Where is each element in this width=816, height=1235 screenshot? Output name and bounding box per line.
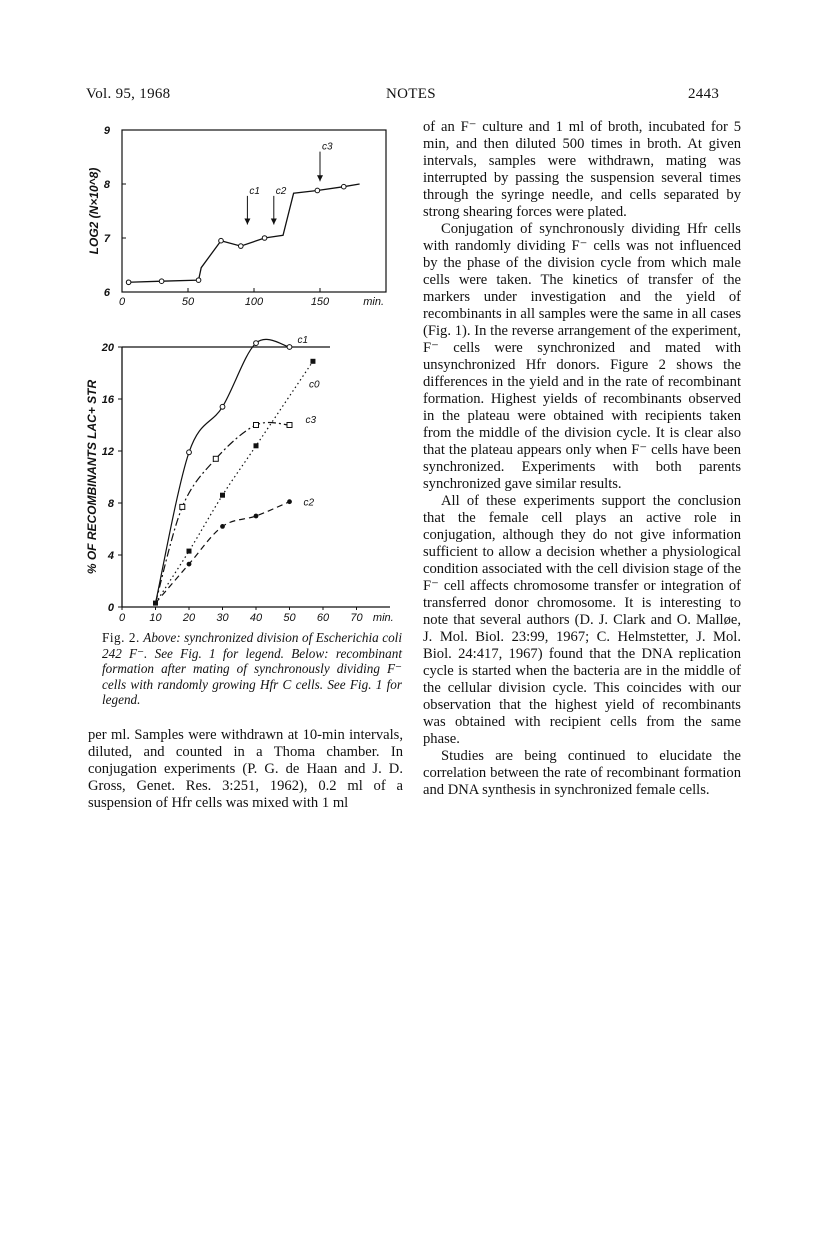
data-point: [254, 341, 259, 346]
y-tick-label: 4: [107, 550, 114, 562]
x-tick-label: 60: [316, 612, 330, 624]
data-point: [159, 279, 164, 284]
caption-label: Fig. 2.: [102, 630, 140, 645]
data-point: [287, 423, 292, 428]
paragraph: of an F⁻ culture and 1 ml of broth, incubated for 5 min, and then diluted 500 times in broth. At given intervals, samples were withdrawn, mating was interrupted by passing the suspension several times through the syringe needle, and cells separated by strong shearing forces were plated.: [423, 119, 741, 220]
paragraph: Studies are being continued to elucidate the correlation between the rate of recombinant formation and DNA synthesis in synchronized female cells.: [423, 748, 741, 798]
data-point: [220, 404, 225, 409]
y-tick-label: 12: [101, 446, 114, 458]
chart-division: [74, 120, 404, 310]
x-tick-label: 0: [118, 612, 126, 624]
y-tick-label: 8: [107, 498, 114, 510]
arrow-label: c1: [249, 185, 260, 197]
data-point: [187, 549, 192, 554]
series-label: c0: [308, 379, 320, 391]
x-tick-label: 50: [181, 296, 195, 308]
x-axis-label: min.: [363, 296, 384, 308]
figure-caption: [102, 630, 402, 708]
x-tick-label: 150: [310, 296, 330, 308]
arrow-head: [317, 175, 323, 181]
x-tick-label: 70: [350, 612, 363, 624]
x-tick-label: 50: [283, 612, 296, 624]
right-column-text: [423, 119, 741, 799]
page-number: 2443: [688, 86, 720, 102]
arrow-label: c3: [322, 141, 333, 153]
data-point: [262, 236, 267, 241]
series-line-c1: [156, 339, 290, 603]
arrow-head: [244, 219, 250, 225]
x-tick-label: 30: [216, 612, 229, 624]
data-point: [310, 359, 315, 364]
data-point: [196, 278, 201, 283]
data-point: [287, 345, 292, 350]
paragraph: Conjugation of synchronously dividing Hfr cells with randomly dividing F⁻ cells was not influenced by the phase of the division cycle from which male cells were taken. The kinetics of transfer of the markers under investigation and the yield of recombinants in all samples were the same in all cases (Fig. 1). In the reverse arrangement of the experiment, F⁻ cells were synchronized and mated with unsynchronized Hfr donors. Figure 2 shows the differences in the yield and in the rate of recombinant formation. Highest yields of recombinants observed in the plateau were obtained with recipients taken from the middle of the division cycle. It is clear also that the plateau appears only when F⁻ cells have been synchronized. Experiments with both parents synchronized gave similar results.: [423, 221, 741, 492]
data-point: [219, 238, 224, 243]
x-tick-label: 20: [182, 612, 196, 624]
series-line-division: [129, 184, 360, 282]
data-point: [220, 524, 225, 529]
data-point: [254, 443, 259, 448]
left-column-text: [88, 727, 403, 812]
series-line-c3: [156, 422, 290, 603]
x-axis-label: min.: [372, 612, 394, 624]
x-tick-label: 40: [249, 612, 263, 624]
chart-recombinants: [74, 335, 404, 625]
series-line-c2: [156, 502, 290, 603]
plot-frame: [122, 130, 386, 292]
running-head-section: NOTES: [386, 86, 436, 102]
x-tick-label: 100: [244, 296, 264, 308]
series-label: c3: [305, 415, 317, 426]
data-point: [287, 499, 292, 504]
caption-text: Above: synchronized division of Escherichia coli 242 F⁻. See Fig. 1 for legend. Below: recombinant formation after mating of synchronously dividing F⁻ cells with randomly growing Hfr C cells. See Fig. 1 for legend.: [102, 630, 402, 707]
data-point: [213, 456, 218, 461]
data-point: [126, 280, 131, 285]
y-tick-label: 0: [107, 602, 114, 614]
y-tick-label: 6: [103, 287, 110, 299]
data-point: [315, 188, 320, 193]
y-tick-label: 7: [103, 233, 110, 245]
y-tick-label: 9: [103, 125, 110, 137]
arrow-label: c2: [275, 185, 287, 197]
arrow-head: [271, 219, 277, 225]
series-label: c2: [303, 497, 315, 509]
series-line-c0: [156, 361, 313, 603]
data-point: [239, 244, 244, 249]
data-point: [254, 423, 259, 428]
data-point: [187, 562, 192, 567]
paragraph: per ml. Samples were withdrawn at 10-min intervals, diluted, and counted in a Thoma chamber. In conjugation experiments (P. G. de Haan and J. D. Gross, Genet. Res. 3:251, 1962), 0.2 ml of a suspension of Hfr cells was mixed with 1 ml: [88, 727, 403, 811]
y-tick-label: 16: [101, 394, 114, 406]
y-axis-label: % OF RECOMBINANTS LAC+ STR: [85, 379, 99, 575]
y-tick-label: 8: [103, 179, 110, 191]
series-label: c1: [297, 335, 309, 346]
x-tick-label: 0: [118, 296, 126, 308]
data-point: [341, 184, 346, 189]
data-point: [220, 493, 225, 498]
y-tick-label: 20: [101, 342, 114, 354]
paragraph: All of these experiments support the conclusion that the female cell plays an active role in conjugation, although they do not give information sufficient to allow a decision whether a physiological condition associated with the cell division stage of the F⁻ cell affects chromosome transfer or integration of transferred donor chromosome. It is interesting to note that several authors (D. J. Clark and O. Malløe, J. Mol. Biol. 23:99, 1967; C. Helmstetter, J. Mol. Biol. 24:417, 1967) found that the DNA replication cycle is started when the bacteria are in the middle of the cellular division cycle. This coincides with our observation that the highest yield of recombinants was obtained with recipient cells from the same phase.: [423, 493, 741, 747]
data-point: [187, 450, 192, 455]
running-head-volume: Vol. 95, 1968: [86, 86, 171, 102]
y-axis-label: LOG2 (N×10^8): [87, 167, 101, 255]
x-tick-label: 10: [149, 612, 162, 624]
data-point: [254, 514, 259, 519]
data-point: [153, 601, 158, 606]
data-point: [180, 504, 185, 509]
